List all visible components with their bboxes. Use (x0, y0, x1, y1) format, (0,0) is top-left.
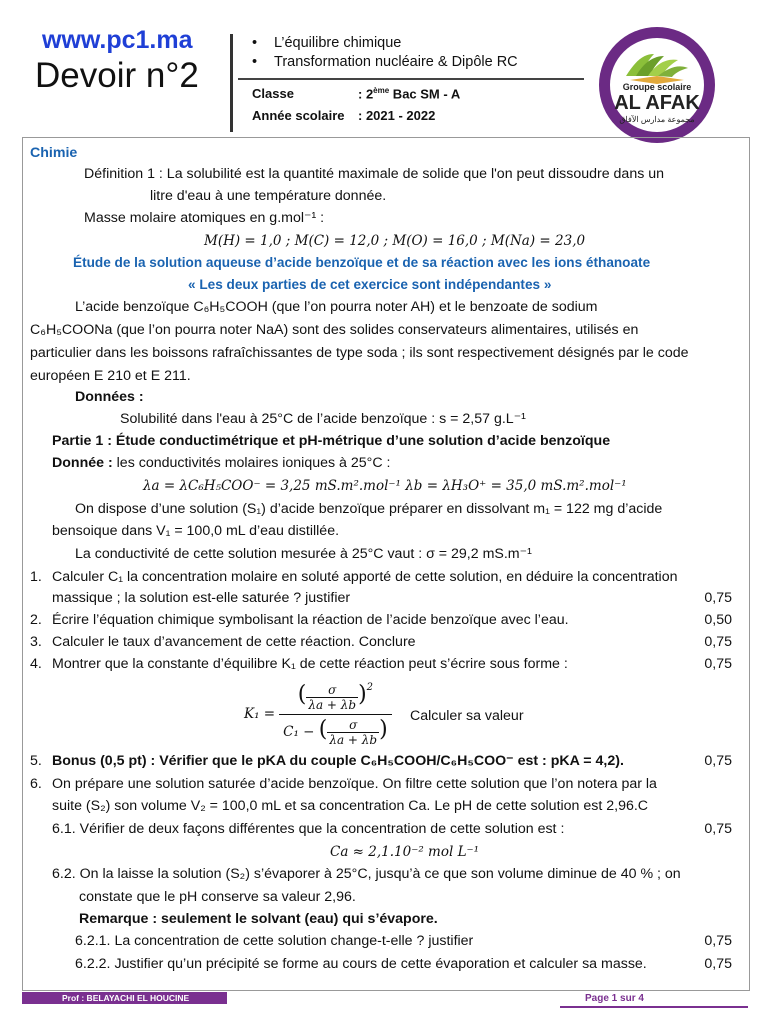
conductivite-line: La conductivité de cette solution mesurée à 25°C vaut : σ = 29,2 mS.m⁻¹ (75, 546, 532, 562)
question-6-number: 6. (30, 776, 42, 792)
dispose-line-2: bensoique dans V₁ = 100,0 mL d’eau distillée. (52, 523, 340, 539)
question-6-1-equation: Ca ≈ 2,1.10⁻² mol L⁻¹ (330, 844, 480, 860)
footer-prof: Prof : BELAYACHI EL HOUCINE (62, 993, 190, 1003)
partie-1-heading: Partie 1 : Étude conductimétrique et pH-métrique d’une solution d’acide benzoïque (52, 433, 611, 449)
section-chimie: Chimie (30, 145, 78, 161)
question-3-line-1: Calculer le taux d’avancement de cette réaction. Conclure (52, 634, 416, 650)
lambda-formula: λa = λC₆H₅COO⁻ = 3,25 mS.m².mol⁻¹ λb = λH₃O⁺ = 35,0 mS.m².mol⁻¹ (143, 478, 627, 494)
question-1-points: 0,75 (704, 590, 732, 606)
annee-label: Année scolaire (252, 108, 345, 123)
definition-line-1: Définition 1 : La solubilité est la quantité maximale de solide que l'on peut dissoudre dans un (84, 166, 665, 182)
site-url[interactable]: www.pc1.ma (42, 26, 193, 54)
question-4-points: 0,75 (704, 656, 732, 672)
k1-lhs: K₁ = (244, 706, 276, 722)
logo-top-text: Groupe scolaire (622, 82, 692, 92)
heading-independent: « Les deux parties de cet exercice sont indépendantes » (188, 277, 552, 292)
topic-item: • L’équilibre chimique (252, 35, 402, 51)
question-6-line-1: On prépare une solution saturée d’acide benzoïque. On filtre cette solution que l’on notera par la (52, 776, 657, 792)
question-4-line-1: Montrer que la constante d’équilibre K₁ de cette réaction peut s’écrire sous forme : (52, 656, 568, 672)
question-1-line-1: Calculer C₁ la concentration molaire en soluté apporté de cette solution, en déduire la concentration (52, 569, 678, 585)
question-1-line-2: massique ; la solution est-elle saturée ? justifier (52, 590, 351, 606)
intro-line-2: C₆H₅COONa (que l’on pourra noter NaA) sont des solides conservateurs alimentaires, utilisés en (30, 322, 639, 338)
k1-fraction: ( $\frac{\sigma}{\lambda a + \lambda b}$ )$^2$ C₁ − ( $\frac{\sigma}{\lambda a + \lambda b}$ ) (279, 680, 392, 749)
question-6-2-2: 6.2.2. Justifier qu’un précipité se forme au cours de cette évaporation et calculer sa masse. (75, 956, 647, 972)
intro-line-4: européen E 210 et E 211. (30, 368, 191, 384)
question-5-number: 5. (30, 753, 42, 769)
question-6-2-1-points: 0,75 (704, 933, 732, 949)
question-6-1: 6.1. Vérifier de deux façons différentes que la concentration de cette solution est : (52, 821, 565, 837)
topics-list (252, 34, 518, 72)
question-6-2-2-points: 0,75 (704, 956, 732, 972)
footer-page: Page 1 sur 4 (585, 993, 644, 1004)
question-4-number: 4. (30, 656, 42, 672)
question-3-number: 3. (30, 634, 42, 650)
solubilite-line: Solubilité dans l'eau à 25°C de l’acide benzoïque : s = 2,57 g.L⁻¹ (120, 411, 526, 427)
donnee-line: Donnée : les conductivités molaires ioniques à 25°C : (52, 455, 391, 471)
logo-arabic-text: مجموعة مدارس الآفاق (619, 115, 695, 124)
k1-formula (244, 676, 392, 752)
question-2-number: 2. (30, 612, 42, 628)
intro-line-1: L’acide benzoïque C₆H₅COOH (que l’on pourra noter AH) et le benzoate de sodium (75, 299, 598, 315)
question-6-2-1: 6.2.1. La concentration de cette solution change-t-elle ? justifier (75, 933, 474, 949)
question-6-2-line-2: constate que le pH conserve sa valeur 2,96. (79, 889, 356, 905)
question-5-line-1: Bonus (0,5 pt) : Vérifier que le pKA du couple C₆H₅COOH/C₆H₅COO⁻ est : pKA = 4,2). (52, 753, 624, 769)
question-1-number: 1. (30, 569, 42, 585)
header-divider (230, 34, 233, 132)
classe-label: Classe (252, 86, 294, 101)
question-6-2-line-1: 6.2. On la laisse la solution (S₂) s’évaporer à 25°C, jusqu’à ce que son volume diminue de 40 % ; on (52, 866, 681, 882)
intro-line-3: particulier dans les boissons rafraîchissantes de type soda ; ils sont respectivement désignés par le code (30, 345, 689, 361)
question-6-line-2: suite (S₂) son volume V₂ = 100,0 mL et sa concentration Ca. Le pH de cette solution est 2,96.C (52, 798, 649, 814)
question-6-1-points: 0,75 (704, 821, 732, 837)
question-3-points: 0,75 (704, 634, 732, 650)
remarque: Remarque : seulement le solvant (eau) qui s’évapore. (79, 911, 438, 927)
heading-study: Étude de la solution aqueuse d’acide benzoïque et de sa réaction avec les ions éthanoate (73, 255, 651, 270)
masse-label: Masse molaire atomiques en g.mol⁻¹ : (84, 210, 325, 226)
annee-value: : 2021 - 2022 (358, 108, 436, 123)
question-2-points: 0,50 (704, 612, 732, 628)
page-title: Devoir n°2 (35, 56, 199, 95)
footer-page-underline (560, 1006, 748, 1008)
question-2-line-1: Écrire l’équation chimique symbolisant la réaction de l’acide benzoïque avec l’eau. (52, 612, 569, 628)
school-logo (596, 24, 718, 146)
classe-value: : 2ème Bac SM - A (358, 86, 461, 102)
donnees-label: Données : (75, 389, 144, 405)
definition-line-2: litre d'eau à une température donnée. (150, 188, 387, 204)
topic-item: • Transformation nucléaire & Dipôle RC (252, 54, 518, 70)
dispose-line-1: On dispose d’une solution (S₁) d’acide benzoïque préparer en dissolvant m₁ = 122 mg d’acide (75, 501, 663, 517)
logo-main-text: AL AFAK (614, 92, 700, 114)
topics-underline (238, 78, 584, 80)
question-5-points: 0,75 (704, 753, 732, 769)
masses-formula: M(H) = 1,0 ; M(C) = 12,0 ; M(O) = 16,0 ; M(Na) = 23,0 (204, 233, 586, 249)
k1-calc-label: Calculer sa valeur (410, 708, 524, 724)
